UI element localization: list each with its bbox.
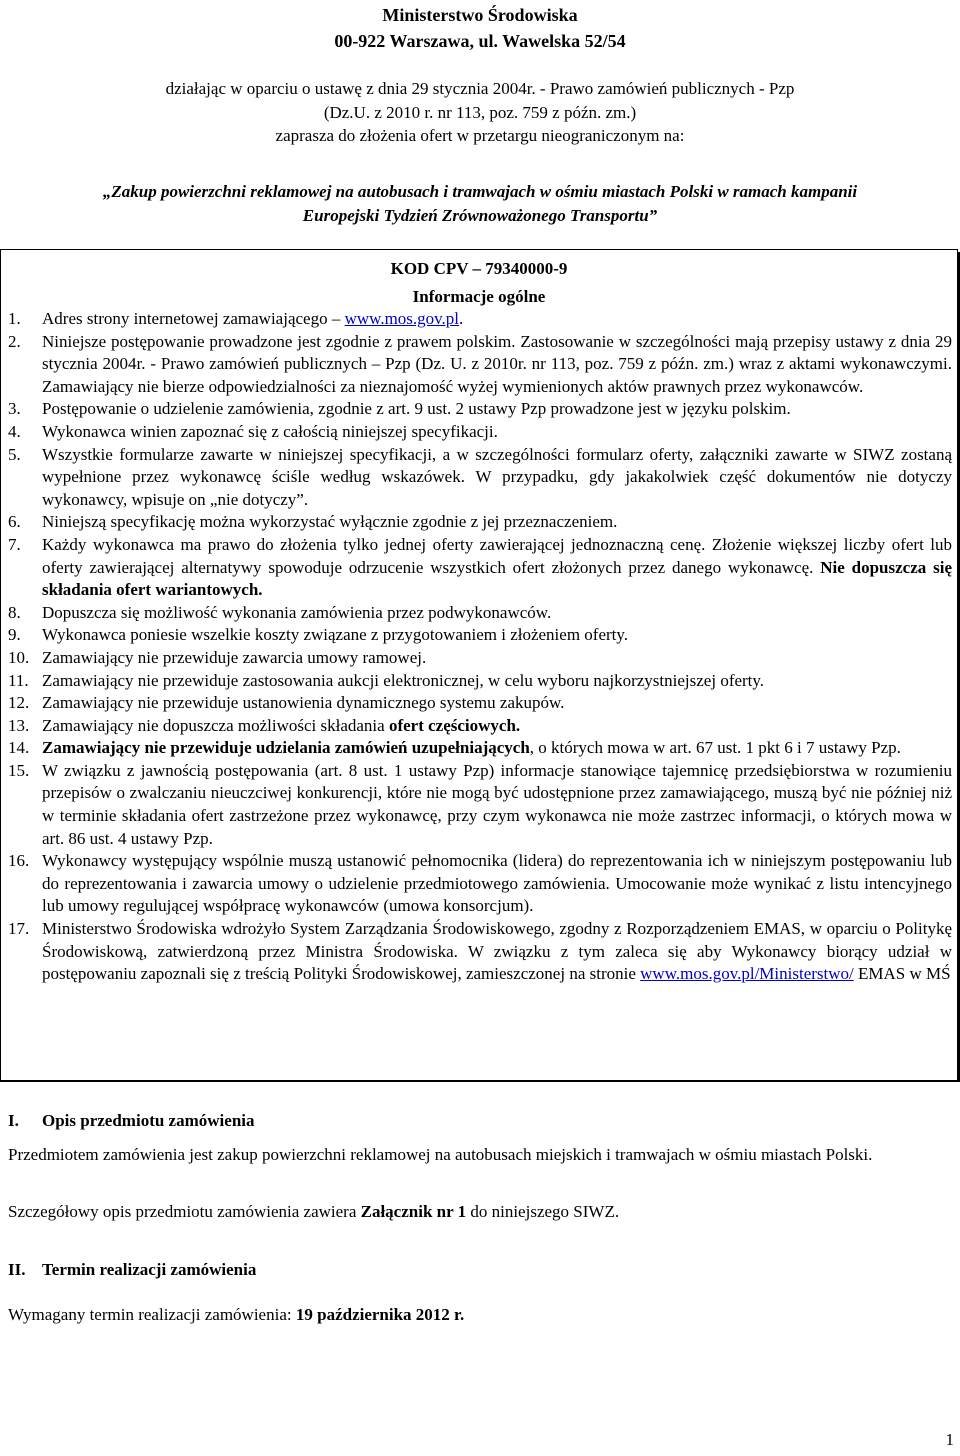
general-info-heading: Informacje ogólne xyxy=(412,287,546,306)
list-item xyxy=(8,715,952,738)
list-item xyxy=(8,647,952,670)
list-item xyxy=(8,624,952,647)
item-number: 4. xyxy=(8,421,21,441)
item-text: Zamawiający nie przewiduje ustanowienia dynamicznego systemu zakupów. xyxy=(42,693,565,713)
item-number: 10. xyxy=(8,647,30,667)
legal-basis-line-1: działając w oparciu o ustawę z dnia 29 stycznia 2004r. - Prawo zamówień publicznych - Pzp xyxy=(165,79,795,98)
list-item xyxy=(8,602,952,625)
institution-address: 00-922 Warszawa, ul. Wawelska 52/54 xyxy=(334,31,626,51)
general-info-list xyxy=(8,308,952,986)
item-text: W związku z jawnością postępowania (art. 8 ust. 1 ustawy Pzp) informacje stanowiące tajemnicę przedsiębiorstwa w rozumieniu przepisów o zwalczaniu nieuczciwej konkurencji, które nie mogą być udostępnione przez zamawiającego, muszą być nie później niż w terminie składania ofert zastrzeżone przez wykonawcę, przy czym wykonawca nie może zastrzec informacji, o których mowa w art. 86 ust. 4 ustawy Pzp. xyxy=(42,760,952,848)
list-item xyxy=(8,534,952,602)
item-text: Wszystkie formularze zawarte w niniejszej specyfikacji, a w szczególności formularz oferty, załączniki zawarte w SIWZ zostaną wypełnione przez wykonawcę ściśle według wskazówek. W przypadku, gdy jakakolwiek część dokumentów nie dotyczy wykonawcy, wpisuje on „nie dotyczy”. xyxy=(42,444,952,509)
item-number: 5. xyxy=(8,444,21,464)
list-item xyxy=(8,398,952,421)
list-item xyxy=(8,760,952,850)
item-text: Zamawiający nie przewiduje zastosowania aukcji elektronicznej, w celu wyboru najkorzystniejszej oferty. xyxy=(42,670,765,690)
item-number: 16. xyxy=(8,851,30,871)
section-2-paragraph: Wymagany termin realizacji zamówienia: 19 października 2012 r. xyxy=(8,1305,465,1324)
item-number: 8. xyxy=(8,602,21,622)
list-item xyxy=(8,918,952,986)
item-text: Adres strony internetowej zamawiającego – www.mos.gov.pl. xyxy=(42,309,464,328)
item-text: Ministerstwo Środowiska wdrożyło System Zarządzania Środowiskowego, zgodny z Rozporządzeniem EMAS, w oparciu o Politykę Środowiskową, zatwierdzoną przez Ministra Środowiska. W związku z tym zaleca się aby Wykonawcy biorący udział w postępowaniu zapoznali się z treścią Polityki Środowiskowej, zamieszczonej na stronie www.mos.gov.pl/Ministerstwo/ EMAS w MŚ xyxy=(42,919,952,984)
item-number: 12. xyxy=(8,693,30,713)
page-number: 1 xyxy=(945,1430,954,1449)
invitation-line: zaprasza do złożenia ofert w przetargu nieograniczonym na: xyxy=(275,126,685,145)
tender-subject-line-2: Europejski Tydzień Zrównoważonego Transportu” xyxy=(302,205,658,225)
item-number: 9. xyxy=(8,625,21,645)
item-number: 11. xyxy=(8,670,29,690)
cpv-code: KOD CPV – 79340000-9 xyxy=(390,259,568,278)
institution-header xyxy=(0,2,960,54)
list-item xyxy=(8,331,952,399)
section-1-heading: I. Opis przedmiotu zamówienia xyxy=(8,1111,255,1130)
item-number: 3. xyxy=(8,399,21,419)
list-item xyxy=(8,737,952,760)
item-text: Zamawiający nie dopuszcza możliwości składania ofert częściowych. xyxy=(42,715,521,735)
section-2-heading: II. Termin realizacji zamówienia xyxy=(8,1260,257,1279)
item-text: Zamawiający nie przewiduje zawarcia umowy ramowej. xyxy=(42,647,427,667)
institution-name: Ministerstwo Środowiska xyxy=(382,5,578,25)
list-item xyxy=(8,308,952,331)
item-number: 15. xyxy=(8,760,30,780)
item-number: 14. xyxy=(8,738,30,758)
item-text: Wykonawca poniesie wszelkie koszty związane z przygotowaniem i złożeniem oferty. xyxy=(42,625,629,645)
tender-subject-line-1: „Zakup powierzchni reklamowej na autobusach i tramwajach w ośmiu miastach Polski w ramach kampanii xyxy=(102,182,858,201)
item-number: 2. xyxy=(8,331,21,351)
item-number: 6. xyxy=(8,512,21,532)
item-number: 17. xyxy=(8,919,30,939)
item-text: Niniejszą specyfikację można wykorzystać wyłącznie zgodnie z jej przeznaczeniem. xyxy=(42,512,618,532)
section-1-paragraph-1: Przedmiotem zamówienia jest zakup powierzchni reklamowej na autobusach miejskich i tramwajach w ośmiu miastach Polski. xyxy=(8,1145,873,1164)
website-link[interactable]: www.mos.gov.pl xyxy=(344,309,460,328)
item-text: Zamawiający nie przewiduje udzielania zamówień uzupełniających, o których mowa w art. 67 ust. 1 pkt 6 i 7 ustawy Pzp. xyxy=(42,738,901,758)
tender-subject xyxy=(20,180,940,227)
item-number: 1. xyxy=(8,309,21,328)
list-item xyxy=(8,421,952,444)
list-item xyxy=(8,511,952,534)
item-text: Postępowanie o udzielenie zamówienia, zgodnie z art. 9 ust. 2 ustawy Pzp prowadzone jest w języku polskim. xyxy=(42,399,791,419)
legal-basis-line-2: (Dz.U. z 2010 r. nr 113, poz. 759 z późn. zm.) xyxy=(323,102,637,122)
item-number: 13. xyxy=(8,715,30,735)
emas-link[interactable]: www.mos.gov.pl/Ministerstwo/ xyxy=(640,964,854,984)
item-text: Wykonawcy występujący wspólnie muszą ustanowić pełnomocnika (lidera) do reprezentowania ich w niniejszym postępowaniu lub do reprezentowania i zawarcia umowy o udzielenie przedmiotowego zamówienia. Umocowanie może wynikać z listu intencyjnego lub umowy regulującej współpracę wykonawców (umowa konsorcjum). xyxy=(42,851,952,916)
list-item xyxy=(8,850,952,918)
item-text: Wykonawca winien zapoznać się z całością niniejszej specyfikacji. xyxy=(42,421,498,441)
list-item xyxy=(8,670,952,693)
section-1-paragraph-2: Szczegółowy opis przedmiotu zamówienia zawiera Załącznik nr 1 do niniejszego SIWZ. xyxy=(8,1202,620,1221)
item-text: Niniejsze postępowanie prowadzone jest zgodnie z prawem polskim. Zastosowanie w szczególności mają przepisy ustawy z dnia 29 stycznia 2004r. - Prawo zamówień publicznych – Pzp (Dz. U. z 2010r. nr 113, poz. 759 z późn. zm.) wraz z aktami wykonawczymi. Zamawiający nie bierze odpowiedzialności za nieznajomość wyżej wymienionych aktów prawnych przez wykonawców. xyxy=(42,331,952,396)
item-text: Każdy wykonawca ma prawo do złożenia tylko jednej oferty zawierającej jednoznaczną cenę. Złożenie większej liczby ofert lub oferty zawierającej alternatywy spowoduje odrzucenie wszystkich ofert złożonych przez danego wykonawcę. Nie dopuszcza się składania ofert wariantowych. xyxy=(42,534,953,600)
list-item xyxy=(8,444,952,512)
list-item xyxy=(8,692,952,715)
item-number: 7. xyxy=(8,534,21,554)
legal-basis xyxy=(20,77,940,148)
item-text: Dopuszcza się możliwość wykonania zamówienia przez podwykonawców. xyxy=(42,602,552,622)
